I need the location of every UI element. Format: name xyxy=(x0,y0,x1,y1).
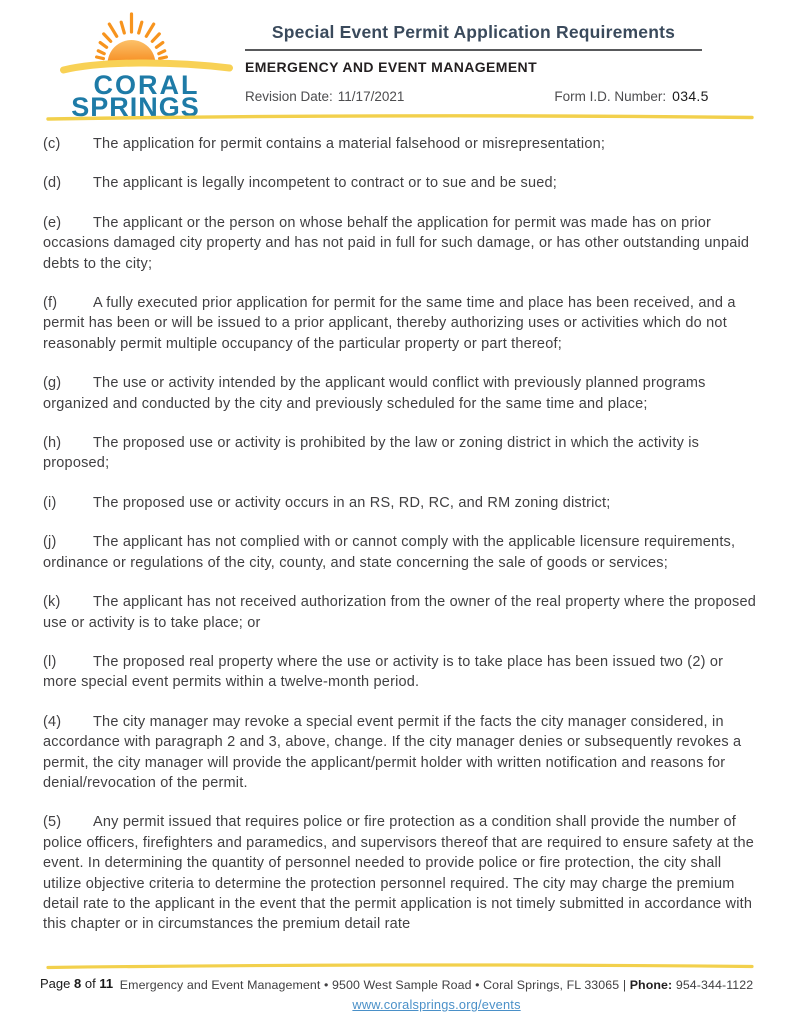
logo-text-coral: CORAL xyxy=(93,70,200,100)
paragraph-label: (h) xyxy=(43,435,62,452)
document-footer xyxy=(0,972,800,1032)
footer-center xyxy=(113,976,760,1014)
events-website-link[interactable]: www.coralsprings.org/events xyxy=(352,997,521,1012)
form-id-value: 034.5 xyxy=(672,88,709,104)
page-title: Special Event Permit Application Requirements xyxy=(271,22,676,42)
paragraph-text: The applicant has not complied with or cannot comply with the applicable licensure requirements, ordinance or regulations of the city, county, and state concerning the sale of goods or services; xyxy=(43,534,736,571)
logo-text-springs: SPRINGS xyxy=(71,92,200,118)
footer-address: Emergency and Event Management • 9500 West Sample Road • Coral Springs, FL 33065 | xyxy=(119,978,627,992)
paragraph-text: A fully executed prior application for permit for the same time and place has been received, and a permit has been or will be issued to a prior applicant, thereby authorizing uses or activities which do not reasonably permit multiple occupancy of the particular property or part thereof; xyxy=(43,295,736,352)
of-label: of xyxy=(84,976,96,991)
paragraph-text: The proposed use or activity is prohibited by the law or zoning district in which the activity is proposed; xyxy=(43,435,700,472)
form-id-label: Form I.D. Number: xyxy=(554,89,667,104)
paragraph-text: The city manager may revoke a special event permit if the facts the city manager considered, in accordance with paragraph 2 and 3, above, change. If the city manager denies or subsequently revokes a permit, the city manager will provide the applicant/permit holder with written notification and reasons for denial/revocation of the permit. xyxy=(43,713,742,791)
page-label: Page xyxy=(40,976,71,991)
footer-org-line xyxy=(120,978,754,992)
paragraph-label: (d) xyxy=(43,175,62,192)
department-title: EMERGENCY AND EVENT MANAGEMENT xyxy=(245,59,538,75)
paragraph-label: (j) xyxy=(43,534,57,551)
paragraph-label: (5) xyxy=(43,814,62,831)
paragraph-text: The application for permit contains a material falsehood or misrepresentation; xyxy=(93,136,606,152)
coral-springs-logo xyxy=(58,6,236,118)
paragraph-label: (i) xyxy=(43,494,57,511)
phone-label: Phone: xyxy=(629,978,673,992)
paragraph-text: The proposed real property where the use or activity is to take place has been issued two (2) or more special event permits within a twelve-month period. xyxy=(43,653,724,691)
paragraph-c xyxy=(43,134,757,154)
header-accent-rule xyxy=(45,113,755,121)
phone-number: 954-344-1122 xyxy=(675,978,754,992)
footer-accent-rule xyxy=(45,962,755,970)
paragraph-text: The use or activity intended by the applicant would conflict with previously planned programs organized and conducted by the city and previously scheduled for the same time and place; xyxy=(43,375,706,412)
page-number xyxy=(40,976,113,991)
paragraph-f xyxy=(43,293,757,354)
paragraph-label: (g) xyxy=(43,375,62,392)
paragraph-text: The applicant or the person on whose behalf the application for permit was made has on prior occasions damaged city property and has not paid in full for such damage, or has other outstanding unpaid debts to the city; xyxy=(43,214,750,272)
footer-row xyxy=(0,972,800,1014)
paragraph-text: The proposed use or activity occurs in an RS, RD, RC, and RM zoning district; xyxy=(93,494,611,511)
paragraph-g xyxy=(43,373,757,414)
paragraph-text: The applicant has not received authorization from the owner of the real property where the proposed use or activity is to take place; or xyxy=(43,594,757,631)
paragraph-d xyxy=(43,173,757,193)
paragraph-text: The applicant is legally incompetent to contract or to sue and be sued; xyxy=(93,175,557,192)
header-title-block xyxy=(245,22,757,104)
revision-date-label: Revision Date: xyxy=(245,89,333,104)
paragraph-h xyxy=(43,433,757,474)
document-header xyxy=(0,0,800,132)
revision-date-value: 11/17/2021 xyxy=(337,89,405,104)
title-divider xyxy=(245,49,702,51)
paragraph-label: (l) xyxy=(43,653,57,670)
page-total: 11 xyxy=(99,976,114,991)
paragraph-label: (f) xyxy=(43,295,58,312)
paragraph-text: Any permit issued that requires police or fire protection as a condition shall provide the number of police officers, firefighters and paramedics, and supervisors thereof that are required to ensure safety at the event. In determining the quantity of personnel needed to provide police or fire protection, the city shall utilize objective criteria to determine the protection personnel required. The city may charge the premium detail rate to the applicant in the event that the permit application is not timely submitted in accordance with this chapter or in circumstances the premium detail rate xyxy=(43,814,755,933)
paragraph-j xyxy=(43,532,757,573)
paragraph-label: (k) xyxy=(43,594,61,611)
paragraph-l xyxy=(43,652,757,693)
paragraph-i xyxy=(43,493,757,513)
paragraph-label: (e) xyxy=(43,214,62,231)
paragraph-label: (c) xyxy=(43,136,61,152)
paragraph-5 xyxy=(43,812,757,934)
page-current: 8 xyxy=(74,976,82,991)
paragraph-label: (4) xyxy=(43,713,62,730)
paragraph-k xyxy=(43,592,757,633)
document-body xyxy=(43,130,757,962)
paragraph-e xyxy=(43,213,757,274)
paragraph-4 xyxy=(43,712,757,794)
header-meta-row xyxy=(245,88,757,104)
sun-icon xyxy=(58,6,236,118)
